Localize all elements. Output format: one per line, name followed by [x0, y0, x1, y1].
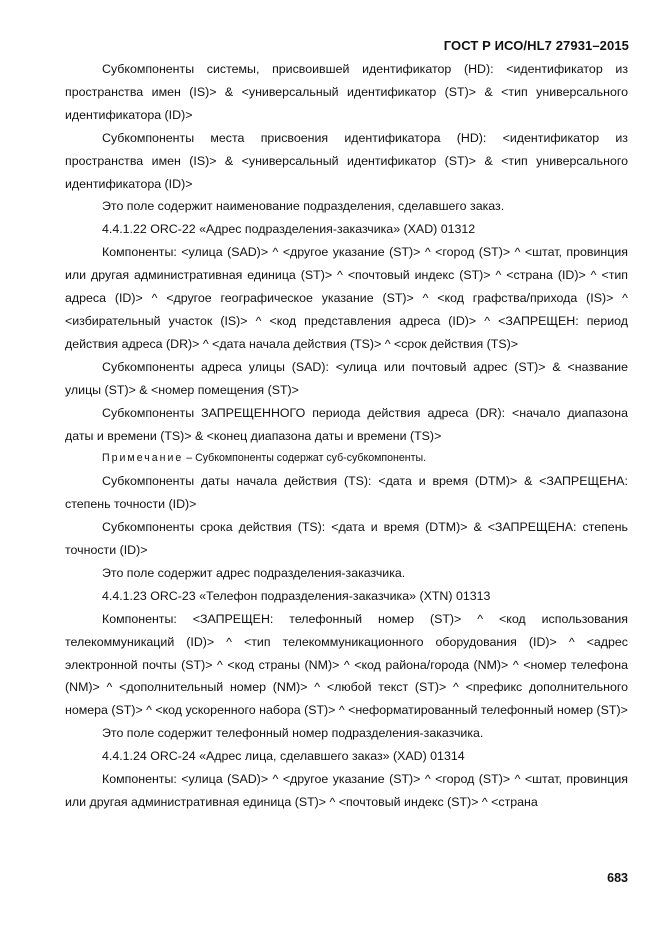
paragraph-ts-end-subcomponents: Субкомпоненты срока действия (TS): <дата и время (DTM)> & <ЗАПРЕЩЕНА: степень точности (ID)> — [65, 520, 628, 558]
paragraph-hd-system-subcomponents: Субкомпоненты системы, присвоившей идентификатор (HD): <идентификатор из пространства имен (IS)> & <универсальный идентификатор (ST)> & <тип универсального идентификатора (ID)> — [65, 62, 628, 122]
note-paragraph — [65, 447, 628, 470]
document-header: ГОСТ Р ИСО/HL7 27931–2015 — [443, 38, 629, 53]
note-label: Примечание — [102, 452, 184, 465]
page-number: 683 — [607, 871, 628, 885]
paragraph-orc-23-components: Компоненты: <ЗАПРЕЩЕН: телефонный номер (ST)> ^ <код использования телекоммуникаций (ID)> ^ <тип телекоммуникационного оборудования (ID)> ^ <адрес электронной почты (ST)> ^ <код страны (NM)> ^ <код района/города (NM)> ^ <номер телефона (NM)> ^ <дополнительный номер (NM)> ^ <любой текст (ST)> ^ <префикс дополнительного номера (ST)> ^ <код ускоренного набора (ST)> ^ <неформатированный телефонный номер (ST)> — [65, 611, 628, 718]
paragraph-orc-24-components: Компоненты: <улица (SAD)> ^ <другое указание (ST)> ^ <город (ST)> ^ <штат, провинция или другая административная единица (ST)> ^ <почтовый индекс (ST)> ^ <страна — [65, 772, 628, 809]
section-heading-orc-23: 4.4.1.23 ORC-23 «Телефон подразделения-заказчика» (XTN) 01313 — [102, 588, 491, 603]
paragraph-orc-22-components: Компоненты: <улица (SAD)> ^ <другое указание (ST)> ^ <город (ST)> ^ <штат, провинция или другая административная единица (ST)> ^ <почтовый индекс (ST)> ^ <страна (ID)> ^ <тип адреса (ID)> ^ <другое географическое указание (ST)> ^ <код графства/прихода (IS)> ^ <избирательный участок (IS)> ^ <код представления адреса (ID)> ^ <ЗАПРЕЩЕН: период действия адреса (DR)> ^ <дата начала действия (TS)> ^ <срок действия (TS)> — [65, 245, 628, 351]
paragraph-dr-subcomponents: Субкомпоненты ЗАПРЕЩЕННОГО периода действия адреса (DR): <начало диапазона даты и времени (TS)> & <конец диапазона даты и времени (TS)> — [65, 405, 628, 443]
note-text: – Субкомпоненты содержат суб-субкомпоненты. — [183, 452, 427, 465]
paragraph-orc-22-description: Это поле содержит адрес подразделения-заказчика. — [102, 565, 406, 580]
paragraph-ts-start-subcomponents: Субкомпоненты даты начала действия (TS): <дата и время (DTM)> & <ЗАПРЕЩЕНА: степень точности (ID)> — [65, 474, 628, 512]
document-body — [65, 58, 628, 814]
paragraph-field-description: Это поле содержит наименование подразделения, сделавшего заказ. — [102, 199, 505, 214]
paragraph-orc-23-description: Это поле содержит телефонный номер подразделения-заказчика. — [102, 726, 484, 741]
paragraph-hd-place-subcomponents: Субкомпоненты места присвоения идентификатора (HD): <идентификатор из пространства имен (IS)> & <универсальный идентификатор (ST)> & <тип универсального идентификатора (ID)> — [65, 130, 628, 191]
section-heading-orc-24: 4.4.1.24 ORC-24 «Адрес лица, сделавшего заказ» (XAD) 01314 — [102, 749, 465, 764]
section-heading-orc-22: 4.4.1.22 ORC-22 «Адрес подразделения-заказчика» (XAD) 01312 — [102, 222, 476, 237]
paragraph-sad-subcomponents: Субкомпоненты адреса улицы (SAD): <улица или почтовый адрес (ST)> & <название улицы (ST)> & <номер помещения (ST)> — [65, 359, 628, 397]
